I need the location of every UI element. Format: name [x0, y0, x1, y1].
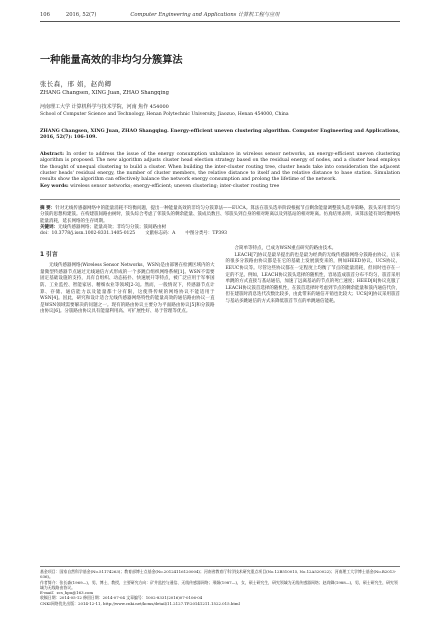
fund-info: 基金项目：国家自然科学基金(No.51174263)；教育部博士点基金(No.20124116120004)；河南省教育厅科学技术研究重点项目(No.12B510015, No.12A520022)；河南理工大学博士基金(No.B2013-036)。	[40, 569, 397, 580]
cnki-publication: CNKI网络优先出版：2014-12-11, http://www.cnki.net/kcms/detail/11.2127.TP.20141211.1522.015.html	[40, 600, 240, 606]
left-column	[40, 246, 215, 316]
section-heading: 1 引言	[40, 252, 58, 259]
author-bio: 作者简介：张长森(1969—)，男，博士，教授，主要研究方向：矿井监控与通信、无线传感器网络；邢娟(1987—)，女，硕士研究生，研究领域为无线传感器网络；赵尚卿(1988—)，男，硕士研究生，研究领域为无线路由协议。	[40, 579, 398, 590]
keywords-english-label: Key words:	[40, 183, 69, 189]
authors-english: ZHANG Changsen, XING Juan, ZHAO Shangqing	[40, 90, 169, 96]
keywords-chinese-label: 关键词：	[40, 224, 58, 230]
section-divider	[40, 199, 400, 200]
body-paragraph: 无线传感器网络(Wireless Sensor Networks，WSN)是由部署在检测区域内的大量微型传感器节点通过无线通信方式形成的一个多跳自组织网络系统[1]。WSN不需要固定基础设施的支持，具有自组织、动态拓扑、快速展开等特点，被广泛应用于军事国防、工业监控、智能家居、精细农业等领域[2-3]。然而，一般情况下，传感器节点计算、存储、通信能力以及能量都十分有限，这使得传统的网络协议不能适用于WSN[4]。因此，研究和设计适合无线传感器网络特性的能量高效的通信路由协议一直是WSN领域需要解决的问题之一。现有的路由协议主要分为平面路由协议[5]和分簇路由协议[6]。分簇路由协议具有能量利用高、可扩展性好、易于管理等优点。	[40, 263, 215, 315]
abstract-english-label: Abstract:	[40, 151, 64, 157]
received-dates: 收稿日期：2014-05-12 修回日期：2014-07-04 文章编号：1002-8331(2016)07-0106-04	[40, 595, 203, 601]
citation-line: ZHANG Changsen, XING Juan, ZHAO Shangqing. Energy-efficient uneven clustering algorithm. Computer Engineering and Applications, 2016, 52(7): 106-109.	[40, 129, 400, 141]
abstract-chinese	[40, 206, 400, 225]
running-head	[40, 12, 400, 22]
doi: doi：10.3778/j.issn.1002-8331.1405-0125	[40, 231, 136, 237]
affiliation-chinese: 河南理工大学 计算机科学与技术学院，河南 焦作 454000	[40, 104, 169, 110]
author-email: E-mail：zcs_hpu@163.com	[40, 590, 94, 596]
abstract-chinese-text: 针对无线传感器网络中的能量消耗不均衡问题，提出一种能量高效的非均匀分簇算法——EUCA。算法在簇头选举阶段根据节点剩余能量调整簇头选举策略，簇头采用非均匀分簇的思想构建簇。在构建簇间路由树时，簇头综合考虑了邻簇头的剩余能量、簇成员数目、邻簇头到自身的相对距离以及到基站的相对距离。仿真结果表明，该算法能有效均衡网络能量消耗，延长网络的生存周期。	[40, 206, 400, 224]
keywords-chinese-text: 无线传感器网络；能量高效；非均匀分簇；簇间路由树	[58, 224, 166, 230]
abstract-chinese-label: 摘 要：	[40, 206, 56, 212]
classification-line	[40, 231, 400, 237]
abstract-english-text: In order to address the issue of the energy consumption unbalance in wireless sensor networks, an energy-efficient uneven clustering algorithm is proposed. The new algorithm adjusts cluster head election strategy based on the residual energy of nodes, and a cluster head employs the thought of unequal clustering to build a cluster. When building the inter-cluster routing tree, cluster heads take into consideration the adjacent cluster heads' residual energy, the number of cluster members, the relative distance to itself and the relative distance to base station. Simulation results show the algorithm can effectively balance the network energy consumption and prolong the lifetime of the network.	[40, 151, 400, 183]
keywords-english-text: wireless sensor networks; energy-efficient; uneven clustering; inter-cluster routing tree	[68, 183, 280, 189]
issue-info: 2016, 52(7)	[65, 12, 97, 18]
clc-number: 中图分类号：TP393	[185, 231, 228, 237]
body-columns	[40, 246, 400, 316]
body-paragraph: LEACH[7]协议是最早提出的也是最为经典的无线传感器网络分簇路由协议，后来的很多分簇路由协议都是在它的基础上发展演变来的，例如HEED协议、UCS协议、EEUC协议等。尽管这些协议都在一定程度上均衡了节点的能量消耗，但同时也存在一定的不足。例如，LEACH协议簇头选择的随机性，容易造成簇首分布不均匀，簇首采用单跳的方式直接与基站通信，加速了远离基站的节点的死亡速度；HEED[8]协议克服了LEACH协议簇首选择的随机性，在簇首选择时考虑到节点的剩余能量和簇内通信代价，但在建簇时消息迭代次数比较多，由此带来的通信开销也比较大；UCS[9]协议采用簇首与基站多跳通信的方式来降低簇首节点的单跳通信能耗。	[225, 252, 400, 305]
body-paragraph: 合简单等特点，已成为WSN重点研究的路由技术。	[234, 246, 337, 252]
right-column	[226, 246, 401, 305]
footnote	[40, 566, 400, 606]
abstract-english	[40, 152, 400, 184]
journal-name: Computer Engineering and Applications 计算机工程与应用	[130, 12, 280, 18]
keywords-english	[40, 184, 400, 190]
paper-title: 一种能量高效的非均匀分簇算法	[40, 54, 183, 66]
page-number: 106	[40, 12, 50, 18]
document-code: 文献标志码：A	[145, 231, 176, 237]
authors-chinese: 张长森，邢 娟，赵尚卿	[40, 80, 112, 88]
affiliation-english: School of Computer Science and Technology, Henan Polytechnic University, Jiaozuo, Henan 454000, China	[40, 112, 289, 117]
